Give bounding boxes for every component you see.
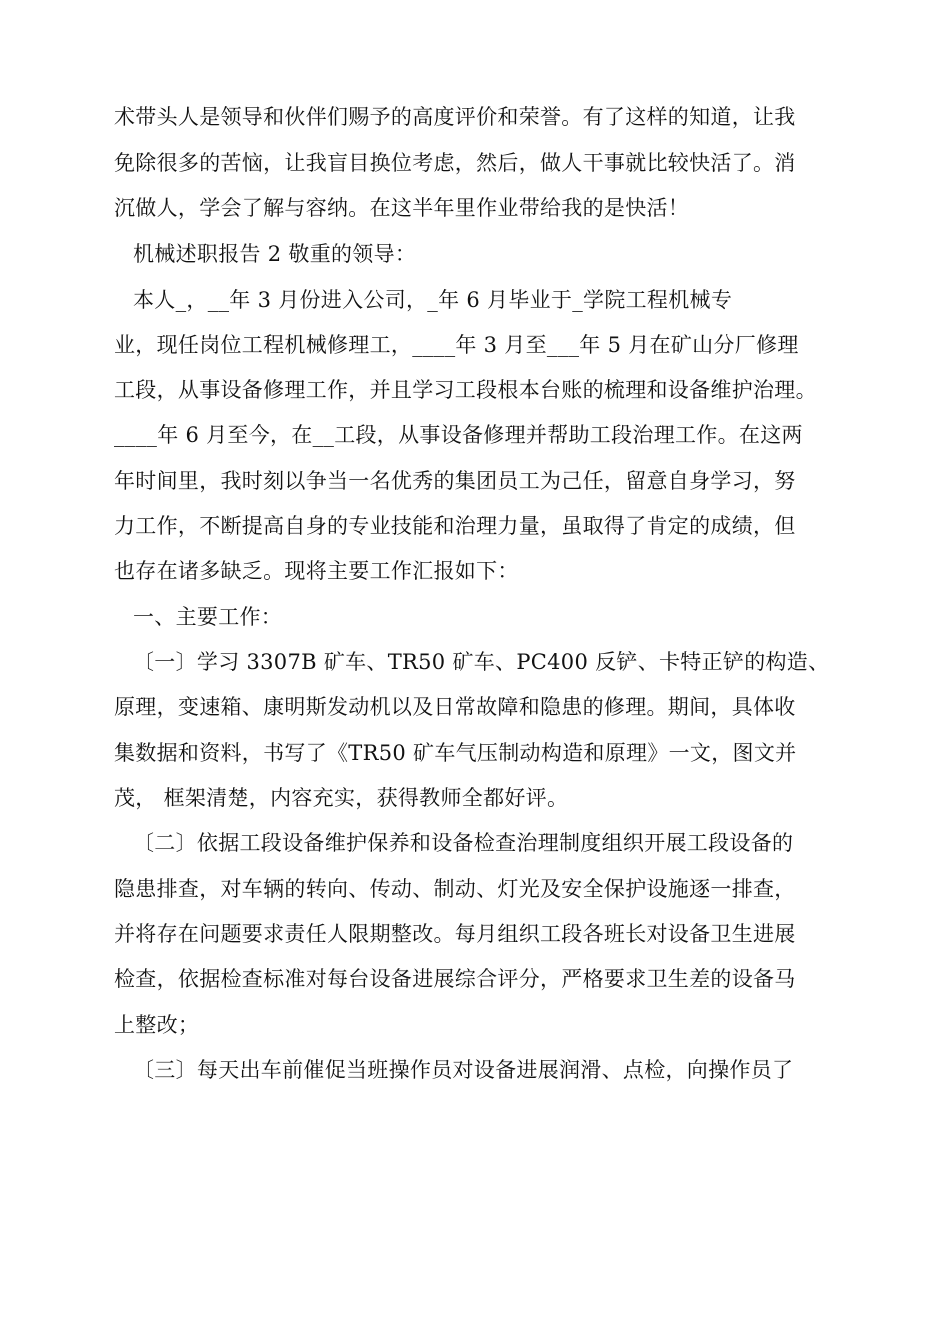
text-line: 免除很多的苦恼，让我盲目换位考虑，然后，做人干事就比较快活了。消 bbox=[114, 151, 796, 175]
text-line: 工段，从事设备修理工作，并且学习工段根本台账的梳理和设备维护治理。 bbox=[114, 378, 817, 402]
text-line: 〔二〕依据工段设备维护保养和设备检查治理制度组织开展工段设备的 bbox=[133, 831, 794, 855]
text-line: 本人_，__年 3 月份进入公司，_年 6 月毕业于_学院工程机械专 bbox=[133, 288, 733, 312]
text-line: 并将存在问题要求责任人限期整改。每月组织工段各班长对设备卫生进展 bbox=[114, 922, 796, 946]
text-line: 业，现任岗位工程机械修理工，____年 3 月至___年 5 月在矿山分厂修理 bbox=[114, 333, 799, 357]
section-heading: 一、主要工作： bbox=[133, 605, 283, 629]
text-line: 〔三〕每天出车前催促当班操作员对设备进展润滑、点检，向操作员了 bbox=[133, 1058, 794, 1082]
text-line: 上整改； bbox=[114, 1013, 200, 1037]
text-line: 茂， 框架清楚，内容充实，获得教师全都好评。 bbox=[114, 786, 569, 810]
text-line: 集数据和资料，书写了《TR50 矿车气压制动构造和原理》一文，图文并 bbox=[114, 741, 797, 765]
text-line: 检查，依据检查标准对每台设备进展综合评分，严格要求卫生差的设备马 bbox=[114, 967, 796, 991]
text-line: 也存在诸多缺乏。现将主要工作汇报如下： bbox=[114, 559, 519, 583]
text-line: 沉做人，学会了解与容纳。在这半年里作业带给我的是快活！ bbox=[114, 196, 690, 220]
text-line: 力工作，不断提高自身的专业技能和治理力量，虽取得了肯定的成绩，但 bbox=[114, 514, 796, 538]
text-line: 术带头人是领导和伙伴们赐予的高度评价和荣誉。有了这样的知道，让我 bbox=[114, 105, 796, 129]
text-line: ____年 6 月至今，在__工段，从事设备修理并帮助工段治理工作。在这两 bbox=[114, 423, 803, 447]
section-heading: 机械述职报告 2 敬重的领导： bbox=[133, 242, 417, 266]
text-line: 隐患排查，对车辆的转向、传动、制动、灯光及安全保护设施逐一排查， bbox=[114, 877, 796, 901]
text-line: 〔一〕学习 3307B 矿车、TR50 矿车、PC400 反铲、卡特正铲的构造、 bbox=[133, 650, 830, 674]
text-line: 原理，变速箱、康明斯发动机以及日常故障和隐患的修理。期间，具体收 bbox=[114, 695, 796, 719]
text-line: 年时间里，我时刻以争当一名优秀的集团员工为己任，留意自身学习，努 bbox=[114, 469, 796, 493]
